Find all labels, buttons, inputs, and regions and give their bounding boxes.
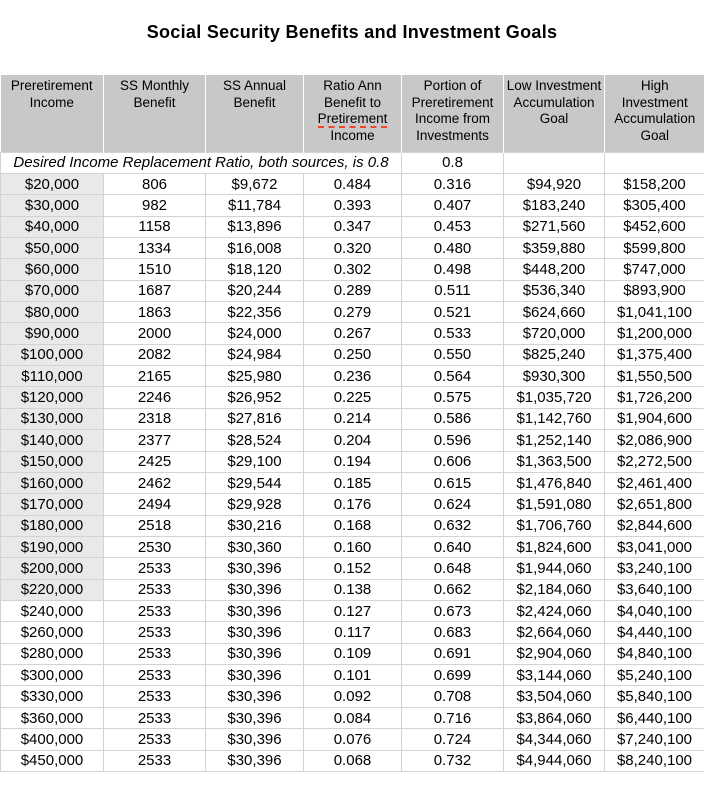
cell-ratio-benefit-to-income: 0.194 [304,451,402,472]
table-row [1,601,704,622]
page [0,21,704,772]
cell-ss-monthly-benefit: 2533 [104,643,206,664]
cell-low-accumulation-goal: $2,184,060 [504,579,605,600]
cell-ss-monthly-benefit: 2425 [104,451,206,472]
cell-low-accumulation-goal: $448,200 [504,259,605,280]
cell-ss-annual-benefit: $9,672 [206,173,304,194]
cell-ss-annual-benefit: $29,100 [206,451,304,472]
cell-ss-annual-benefit: $30,396 [206,601,304,622]
cell-ratio-benefit-to-income: 0.225 [304,387,402,408]
cell-low-accumulation-goal: $930,300 [504,366,605,387]
cell-ratio-benefit-to-income: 0.117 [304,622,402,643]
table-row [1,536,704,557]
cell-high-accumulation-goal: $893,900 [605,280,704,301]
cell-high-accumulation-goal: $2,272,500 [605,451,704,472]
cell-high-accumulation-goal: $7,240,100 [605,729,704,750]
cell-ss-monthly-benefit: 2533 [104,686,206,707]
cell-ss-annual-benefit: $20,244 [206,280,304,301]
cell-ratio-benefit-to-income: 0.279 [304,302,402,323]
cell-ss-annual-benefit: $16,008 [206,237,304,258]
cell-portion-from-investments: 0.606 [402,451,504,472]
cell-low-accumulation-goal: $4,344,060 [504,729,605,750]
cell-low-accumulation-goal: $1,706,760 [504,515,605,536]
cell-income: $120,000 [1,387,104,408]
table-row [1,259,704,280]
cell-ss-annual-benefit: $30,396 [206,558,304,579]
cell-portion-from-investments: 0.550 [402,344,504,365]
cell-high-accumulation-goal: $3,041,000 [605,536,704,557]
cell-low-accumulation-goal: $3,144,060 [504,665,605,686]
cell-portion-from-investments: 0.407 [402,195,504,216]
table-row [1,451,704,472]
cell-ss-annual-benefit: $30,216 [206,515,304,536]
table-row [1,302,704,323]
cell-ss-annual-benefit: $13,896 [206,216,304,237]
cell-income: $100,000 [1,344,104,365]
cell-ss-annual-benefit: $18,120 [206,259,304,280]
cell-ratio-benefit-to-income: 0.152 [304,558,402,579]
cell-ss-annual-benefit: $24,984 [206,344,304,365]
cell-portion-from-investments: 0.453 [402,216,504,237]
cell-portion-from-investments: 0.662 [402,579,504,600]
cell-low-accumulation-goal: $1,476,840 [504,472,605,493]
cell-ss-monthly-benefit: 2318 [104,408,206,429]
cell-ss-monthly-benefit: 2533 [104,579,206,600]
cell-ss-monthly-benefit: 1334 [104,237,206,258]
table-row [1,643,704,664]
cell-ss-annual-benefit: $30,396 [206,686,304,707]
cell-ss-monthly-benefit: 2533 [104,707,206,728]
cell-low-accumulation-goal: $271,560 [504,216,605,237]
cell-ratio-benefit-to-income: 0.289 [304,280,402,301]
cell-ss-monthly-benefit: 2000 [104,323,206,344]
table-row [1,686,704,707]
cell-income: $280,000 [1,643,104,664]
cell-low-accumulation-goal: $3,504,060 [504,686,605,707]
cell-low-accumulation-goal: $720,000 [504,323,605,344]
cell-ss-annual-benefit: $30,360 [206,536,304,557]
cell-ss-annual-benefit: $29,928 [206,494,304,515]
cell-ss-annual-benefit: $11,784 [206,195,304,216]
cell-ratio-benefit-to-income: 0.302 [304,259,402,280]
cell-ratio-benefit-to-income: 0.214 [304,408,402,429]
cell-high-accumulation-goal: $1,375,400 [605,344,704,365]
cell-high-accumulation-goal: $452,600 [605,216,704,237]
cell-high-accumulation-goal: $6,440,100 [605,707,704,728]
cell-income: $330,000 [1,686,104,707]
cell-low-accumulation-goal: $1,363,500 [504,451,605,472]
cell-ratio-benefit-to-income: 0.068 [304,750,402,771]
cell-low-accumulation-goal: $2,424,060 [504,601,605,622]
cell-portion-from-investments: 0.691 [402,643,504,664]
cell-ss-monthly-benefit: 1158 [104,216,206,237]
cell-income: $180,000 [1,515,104,536]
cell-portion-from-investments: 0.498 [402,259,504,280]
table-row [1,430,704,451]
cell-low-accumulation-goal: $94,920 [504,173,605,194]
cell-portion-from-investments: 0.648 [402,558,504,579]
cell-income: $70,000 [1,280,104,301]
cell-ss-monthly-benefit: 982 [104,195,206,216]
cell-high-accumulation-goal: $1,041,100 [605,302,704,323]
cell-high-accumulation-goal: $5,240,100 [605,665,704,686]
cell-ss-monthly-benefit: 2533 [104,622,206,643]
cell-high-accumulation-goal: $599,800 [605,237,704,258]
cell-ratio-benefit-to-income: 0.185 [304,472,402,493]
cell-high-accumulation-goal: $8,240,100 [605,750,704,771]
cell-low-accumulation-goal: $359,880 [504,237,605,258]
cell-low-accumulation-goal: $825,240 [504,344,605,365]
cell-high-accumulation-goal: $1,904,600 [605,408,704,429]
cell-portion-from-investments: 0.564 [402,366,504,387]
cell-low-accumulation-goal: $1,252,140 [504,430,605,451]
cell-ss-monthly-benefit: 2494 [104,494,206,515]
cell-ss-annual-benefit: $26,952 [206,387,304,408]
table-row [1,408,704,429]
cell-income: $110,000 [1,366,104,387]
cell-ss-annual-benefit: $28,524 [206,430,304,451]
cell-ratio-benefit-to-income: 0.393 [304,195,402,216]
cell-low-accumulation-goal: $183,240 [504,195,605,216]
cell-high-accumulation-goal: $2,844,600 [605,515,704,536]
cell-ss-monthly-benefit: 2377 [104,430,206,451]
cell-high-accumulation-goal: $4,840,100 [605,643,704,664]
cell-ss-annual-benefit: $30,396 [206,643,304,664]
table-body [1,152,704,771]
table-row [1,366,704,387]
column-header-ss-monthly-benefit: SS Monthly Benefit [104,75,206,152]
assumption-label: Desired Income Replacement Ratio, both sources, is 0.8 [1,152,402,173]
cell-ss-monthly-benefit: 2246 [104,387,206,408]
cell-ss-monthly-benefit: 806 [104,173,206,194]
cell-income: $90,000 [1,323,104,344]
cell-ss-monthly-benefit: 2533 [104,750,206,771]
cell-income: $360,000 [1,707,104,728]
cell-portion-from-investments: 0.521 [402,302,504,323]
cell-income: $80,000 [1,302,104,323]
cell-income: $130,000 [1,408,104,429]
header-row [1,75,704,152]
cell-high-accumulation-goal: $1,550,500 [605,366,704,387]
cell-income: $220,000 [1,579,104,600]
cell-ratio-benefit-to-income: 0.127 [304,601,402,622]
cell-income: $190,000 [1,536,104,557]
table-row [1,323,704,344]
column-header-ss-annual-benefit: SS Annual Benefit [206,75,304,152]
table-row [1,558,704,579]
table-row [1,387,704,408]
cell-low-accumulation-goal: $1,035,720 [504,387,605,408]
benefits-table [0,75,704,772]
cell-ss-monthly-benefit: 2533 [104,558,206,579]
cell-high-accumulation-goal: $3,240,100 [605,558,704,579]
cell-ss-monthly-benefit: 2533 [104,665,206,686]
cell-ratio-benefit-to-income: 0.109 [304,643,402,664]
cell-income: $170,000 [1,494,104,515]
table-header [1,75,704,152]
table-row [1,750,704,771]
cell-portion-from-investments: 0.724 [402,729,504,750]
cell-ss-monthly-benefit: 2462 [104,472,206,493]
cell-ratio-benefit-to-income: 0.204 [304,430,402,451]
table-row [1,665,704,686]
table-row [1,344,704,365]
cell-income: $40,000 [1,216,104,237]
cell-low-accumulation-goal: $1,824,600 [504,536,605,557]
cell-high-accumulation-goal: $1,726,200 [605,387,704,408]
cell-low-accumulation-goal: $3,864,060 [504,707,605,728]
cell-high-accumulation-goal: $305,400 [605,195,704,216]
cell-low-accumulation-goal: $536,340 [504,280,605,301]
spellcheck-underline: Pretirement [318,111,388,128]
cell-portion-from-investments: 0.596 [402,430,504,451]
cell-ratio-benefit-to-income: 0.484 [304,173,402,194]
cell-low-accumulation-goal: $1,591,080 [504,494,605,515]
cell-high-accumulation-goal: $747,000 [605,259,704,280]
cell-portion-from-investments: 0.632 [402,515,504,536]
cell-high-accumulation-goal: $2,086,900 [605,430,704,451]
cell-high-accumulation-goal: $2,461,400 [605,472,704,493]
table-row [1,579,704,600]
column-header-high-accumulation-goal: High Investment Accumulation Goal [605,75,704,152]
cell-ratio-benefit-to-income: 0.347 [304,216,402,237]
cell-low-accumulation-goal: $624,660 [504,302,605,323]
cell-ss-monthly-benefit: 1687 [104,280,206,301]
empty-cell [605,152,704,173]
empty-cell [504,152,605,173]
cell-high-accumulation-goal: $5,840,100 [605,686,704,707]
cell-ratio-benefit-to-income: 0.320 [304,237,402,258]
table-row [1,280,704,301]
cell-high-accumulation-goal: $1,200,000 [605,323,704,344]
cell-portion-from-investments: 0.716 [402,707,504,728]
table-row [1,494,704,515]
cell-ss-monthly-benefit: 2518 [104,515,206,536]
cell-low-accumulation-goal: $2,664,060 [504,622,605,643]
table-row [1,472,704,493]
cell-portion-from-investments: 0.708 [402,686,504,707]
cell-ss-annual-benefit: $30,396 [206,729,304,750]
assumption-row [1,152,704,173]
page-title: Social Security Benefits and Investment Goals [0,21,704,43]
cell-ratio-benefit-to-income: 0.076 [304,729,402,750]
table-row [1,173,704,194]
table-row [1,622,704,643]
table-row [1,515,704,536]
table-row [1,195,704,216]
cell-income: $140,000 [1,430,104,451]
cell-income: $150,000 [1,451,104,472]
cell-ratio-benefit-to-income: 0.236 [304,366,402,387]
cell-ss-monthly-benefit: 2533 [104,601,206,622]
table-row [1,237,704,258]
cell-ss-annual-benefit: $22,356 [206,302,304,323]
cell-ratio-benefit-to-income: 0.176 [304,494,402,515]
cell-ratio-benefit-to-income: 0.084 [304,707,402,728]
cell-portion-from-investments: 0.511 [402,280,504,301]
column-header-ratio-benefit-to-income: Ratio Ann Benefit to Pretirement Income [304,75,402,152]
cell-ss-annual-benefit: $30,396 [206,750,304,771]
cell-ss-annual-benefit: $30,396 [206,622,304,643]
cell-high-accumulation-goal: $4,040,100 [605,601,704,622]
cell-income: $260,000 [1,622,104,643]
cell-ss-monthly-benefit: 2530 [104,536,206,557]
cell-income: $20,000 [1,173,104,194]
column-header-income: Preretirement Income [1,75,104,152]
cell-portion-from-investments: 0.533 [402,323,504,344]
cell-income: $200,000 [1,558,104,579]
cell-ss-monthly-benefit: 1863 [104,302,206,323]
cell-ratio-benefit-to-income: 0.160 [304,536,402,557]
cell-income: $30,000 [1,195,104,216]
cell-ss-annual-benefit: $24,000 [206,323,304,344]
cell-income: $60,000 [1,259,104,280]
cell-ss-monthly-benefit: 2082 [104,344,206,365]
cell-ss-monthly-benefit: 2533 [104,729,206,750]
cell-high-accumulation-goal: $3,640,100 [605,579,704,600]
cell-ratio-benefit-to-income: 0.101 [304,665,402,686]
cell-ss-annual-benefit: $30,396 [206,665,304,686]
cell-portion-from-investments: 0.624 [402,494,504,515]
cell-ratio-benefit-to-income: 0.168 [304,515,402,536]
cell-ss-monthly-benefit: 2165 [104,366,206,387]
cell-income: $240,000 [1,601,104,622]
cell-ss-annual-benefit: $30,396 [206,579,304,600]
cell-low-accumulation-goal: $1,944,060 [504,558,605,579]
cell-ss-annual-benefit: $27,816 [206,408,304,429]
cell-ratio-benefit-to-income: 0.267 [304,323,402,344]
cell-portion-from-investments: 0.586 [402,408,504,429]
cell-high-accumulation-goal: $158,200 [605,173,704,194]
cell-high-accumulation-goal: $2,651,800 [605,494,704,515]
cell-high-accumulation-goal: $4,440,100 [605,622,704,643]
cell-ss-monthly-benefit: 1510 [104,259,206,280]
cell-income: $300,000 [1,665,104,686]
cell-low-accumulation-goal: $2,904,060 [504,643,605,664]
cell-income: $450,000 [1,750,104,771]
cell-portion-from-investments: 0.673 [402,601,504,622]
cell-low-accumulation-goal: $1,142,760 [504,408,605,429]
cell-ratio-benefit-to-income: 0.250 [304,344,402,365]
assumption-value: 0.8 [402,152,504,173]
cell-ss-annual-benefit: $25,980 [206,366,304,387]
table-row [1,707,704,728]
cell-income: $50,000 [1,237,104,258]
cell-ratio-benefit-to-income: 0.092 [304,686,402,707]
cell-income: $400,000 [1,729,104,750]
table-row [1,216,704,237]
cell-income: $160,000 [1,472,104,493]
cell-portion-from-investments: 0.683 [402,622,504,643]
table-row [1,729,704,750]
cell-portion-from-investments: 0.575 [402,387,504,408]
column-header-low-accumulation-goal: Low Investment Accumulation Goal [504,75,605,152]
cell-low-accumulation-goal: $4,944,060 [504,750,605,771]
cell-portion-from-investments: 0.480 [402,237,504,258]
cell-portion-from-investments: 0.699 [402,665,504,686]
cell-portion-from-investments: 0.640 [402,536,504,557]
cell-ss-annual-benefit: $29,544 [206,472,304,493]
cell-portion-from-investments: 0.316 [402,173,504,194]
cell-portion-from-investments: 0.615 [402,472,504,493]
cell-ss-annual-benefit: $30,396 [206,707,304,728]
column-header-portion-from-investments: Portion of Preretirement Income from Investments [402,75,504,152]
cell-portion-from-investments: 0.732 [402,750,504,771]
cell-ratio-benefit-to-income: 0.138 [304,579,402,600]
